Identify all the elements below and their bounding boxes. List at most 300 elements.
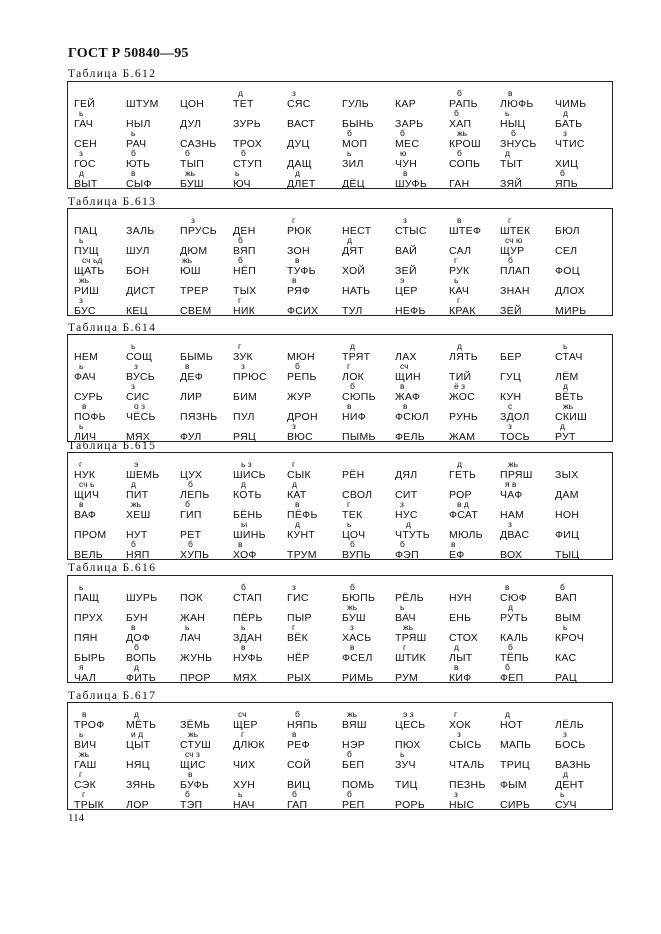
syllable-word: СЕН: [74, 138, 98, 150]
syllable-word: КОТЬ: [233, 489, 262, 501]
table-cell: [180, 790, 236, 814]
table-cell: [555, 296, 611, 320]
syllable-word: РЯФ: [287, 285, 311, 297]
syllable-word: БЫМЬ: [180, 351, 214, 363]
phonetic-mark: д: [454, 642, 459, 652]
phonetic-mark: г: [403, 642, 407, 652]
phonetic-mark: б: [508, 642, 513, 652]
syllable-word: ВАФ: [74, 509, 97, 521]
syllable-word: НЯЦ: [126, 759, 150, 771]
syllable-word: ХОФ: [233, 549, 257, 561]
syllable-word: ВИЦ: [287, 779, 311, 791]
syllable-word: НОН: [555, 509, 580, 521]
phonetic-mark: и д: [131, 729, 144, 739]
phonetic-mark: ь: [79, 421, 84, 431]
syllable-word: СЮФ: [500, 592, 528, 604]
phonetic-mark: г: [238, 341, 242, 351]
syllable-word: ФЕП: [500, 672, 524, 684]
table-cell: [126, 540, 182, 564]
table-label: Таблица Б.612: [68, 68, 157, 80]
phonetic-mark: д: [563, 381, 568, 391]
phonetic-mark: д: [406, 519, 411, 529]
phonetic-mark: в: [79, 499, 84, 509]
document-header: ГОСТ Р 50840—95: [68, 46, 189, 61]
phonetic-mark: в: [241, 642, 246, 652]
syllable-word: ЖУР: [287, 391, 312, 403]
phonetic-mark: д: [134, 709, 139, 719]
phonetic-mark: б: [188, 479, 193, 489]
syllable-word: СЮПЬ: [342, 391, 376, 403]
syllable-word: ХОЙ: [342, 265, 366, 277]
phonetic-mark: г: [79, 459, 83, 469]
table-cell: [500, 296, 556, 320]
syllable-word: ЗДАН: [233, 632, 263, 644]
phonetic-mark: г: [292, 215, 296, 225]
syllable-word: ШИСЬ: [233, 469, 266, 481]
syllable-word: ТРЫК: [74, 799, 105, 811]
syllable-word: ВЯП: [233, 245, 256, 257]
table-row: [68, 169, 612, 193]
syllable-word: КАЛЬ: [500, 632, 529, 644]
syllable-word: БЕР: [500, 351, 522, 363]
syllable-word: ВЁК: [287, 632, 309, 644]
syllable-word: НЫС: [449, 799, 475, 811]
syllable-word: ТЭП: [180, 799, 203, 811]
phonetic-mark: б: [238, 235, 243, 245]
syllable-word: ПОК: [180, 592, 203, 604]
phonetic-mark: в: [188, 769, 193, 779]
phonetic-mark: б: [241, 582, 246, 592]
syllable-word: НЫЛ: [126, 118, 151, 130]
syllable-word: ЧАФ: [500, 489, 523, 501]
table-cell: [500, 663, 556, 687]
syllable-word: РАПЬ: [449, 98, 478, 110]
phonetic-mark: з: [350, 622, 354, 632]
phonetic-mark: в: [400, 381, 405, 391]
syllable-word: ДЁЦ: [342, 178, 365, 190]
phonetic-mark: з: [563, 729, 567, 739]
phonetic-mark: б: [511, 128, 516, 138]
phonetic-mark: в: [403, 168, 408, 178]
phonetic-mark: з: [292, 88, 296, 98]
table-cell: [74, 169, 130, 193]
syllable-word: ВЮС: [287, 431, 313, 443]
syllable-word: ЖАФ: [395, 391, 421, 403]
table-cell: [233, 790, 289, 814]
syllable-word: ТЕК: [342, 509, 363, 521]
table-cell: [180, 422, 236, 446]
syllable-word: ВЯШ: [342, 719, 367, 731]
syllable-word: ФОЦ: [555, 265, 580, 277]
syllable-word: ЛИЧ: [74, 431, 97, 443]
phonetic-mark: жь: [131, 499, 142, 509]
phonetic-mark: д: [134, 662, 139, 672]
syllable-word: СВЕМ: [180, 305, 212, 317]
phonetic-mark: в: [295, 255, 300, 265]
syllable-word: НОТ: [500, 719, 524, 731]
table-cell: [233, 422, 289, 446]
syllable-word: КИФ: [449, 672, 472, 684]
syllable-word: СЭК: [74, 779, 97, 791]
phonetic-mark: г: [238, 295, 242, 305]
syllable-word: ЗДОЛ: [500, 411, 530, 423]
table-cell: [449, 663, 505, 687]
phonetic-mark: д: [238, 88, 243, 98]
table-cell: [233, 169, 289, 193]
syllable-word: НЯП: [126, 549, 150, 561]
table-label: Таблица Б.615: [68, 440, 157, 452]
syllable-word: РОР: [449, 489, 472, 501]
syllable-word: ДАМ: [555, 489, 579, 501]
syllable-word: ФСЮЛ: [395, 411, 429, 423]
phonetic-mark: д: [508, 602, 513, 612]
syllable-word: ТУЛ: [342, 305, 363, 317]
syllable-word: БУШ: [342, 612, 366, 624]
syllable-word: ФИЦ: [555, 529, 580, 541]
syllable-word: МЁТЬ: [126, 719, 157, 731]
phonetic-mark: д: [505, 709, 510, 719]
phonetic-mark: б: [560, 168, 565, 178]
phonetic-mark: б: [508, 255, 513, 265]
syllable-word: ЗЕЙ: [395, 265, 417, 277]
phonetic-mark: г: [508, 215, 512, 225]
syllable-word: ПУЛ: [233, 411, 255, 423]
syllable-word: РИШ: [74, 285, 100, 297]
phonetic-mark: з: [79, 148, 83, 158]
phonetic-mark: ь: [347, 148, 352, 158]
phonetic-mark: сч ь: [79, 479, 95, 489]
syllable-word: ЩИЧ: [74, 489, 100, 501]
phonetic-mark: ю: [400, 148, 407, 158]
syllable-word: ТРЕР: [180, 285, 209, 297]
syllable-word: ХИЦ: [555, 158, 579, 170]
phonetic-mark: б: [295, 361, 300, 371]
phonetic-mark: в: [295, 499, 300, 509]
syllable-word: БЁНЬ: [233, 509, 263, 521]
syllable-word: ГОС: [74, 158, 96, 170]
phonetic-mark: б: [457, 148, 462, 158]
phonetic-mark: б: [131, 148, 136, 158]
phonetic-mark: ь: [563, 622, 568, 632]
syllable-word: ЗУЧ: [395, 759, 416, 771]
phonetic-mark: з: [508, 421, 512, 431]
syllable-word: НЯПЬ: [287, 719, 318, 731]
syllable-word: ФЭП: [395, 549, 419, 561]
word-table: [67, 81, 613, 189]
phonetic-mark: в д: [457, 499, 469, 509]
syllable-word: СОЩ: [126, 351, 153, 363]
phonetic-mark: б: [134, 642, 139, 652]
phonetic-mark: г: [79, 769, 83, 779]
syllable-word: РУК: [449, 265, 470, 277]
phonetic-mark: б: [188, 539, 193, 549]
syllable-word: ЦЕСЬ: [395, 719, 426, 731]
syllable-word: НЁР: [287, 652, 310, 664]
syllable-word: КУНТ: [287, 529, 316, 541]
phonetic-mark: д: [457, 341, 462, 351]
syllable-word: ЮТЬ: [126, 158, 151, 170]
syllable-word: ЖУНЬ: [180, 652, 213, 664]
syllable-word: ПЁРЬ: [233, 612, 263, 624]
syllable-word: ЛЮФЬ: [500, 98, 534, 110]
syllable-word: ТЕТ: [233, 98, 254, 110]
syllable-word: ЧИМЬ: [555, 98, 587, 110]
syllable-word: НУК: [74, 469, 96, 481]
syllable-word: НЕСТ: [342, 225, 372, 237]
syllable-word: СТУП: [233, 158, 263, 170]
phonetic-mark: ь: [400, 602, 405, 612]
phonetic-mark: жь: [508, 459, 519, 469]
syllable-word: ДЕНТ: [555, 779, 585, 791]
syllable-word: СТУШ: [180, 739, 212, 751]
syllable-word: БУН: [126, 612, 148, 624]
phonetic-mark: б: [454, 108, 459, 118]
table-label: Таблица Б.617: [68, 690, 157, 702]
syllable-word: ШУФЬ: [395, 178, 428, 190]
syllable-word: ФУЛ: [180, 431, 202, 443]
syllable-word: ПРЯШ: [500, 469, 533, 481]
syllable-word: МЮЛЬ: [449, 529, 483, 541]
phonetic-mark: в: [82, 401, 87, 411]
syllable-word: СУРЬ: [74, 391, 103, 403]
phonetic-mark: жь: [188, 729, 199, 739]
syllable-word: РЕП: [342, 799, 365, 811]
syllable-word: ПЮХ: [395, 739, 421, 751]
phonetic-mark: б: [505, 662, 510, 672]
syllable-word: БЫРЬ: [74, 652, 106, 664]
syllable-word: ДВАС: [500, 529, 530, 541]
syllable-word: ЗНАН: [500, 285, 530, 297]
table-cell: [500, 790, 556, 814]
syllable-word: ДЛОХ: [555, 285, 585, 297]
table-cell: [126, 663, 182, 687]
syllable-word: ПЫМЬ: [342, 431, 376, 443]
phonetic-mark: б: [350, 582, 355, 592]
syllable-word: ШТИК: [395, 652, 426, 664]
syllable-word: СТАЧ: [555, 351, 583, 363]
syllable-word: ПЕЗНЬ: [449, 779, 486, 791]
syllable-word: ТИЙ: [449, 371, 472, 383]
phonetic-mark: д: [350, 341, 355, 351]
syllable-word: ПИТ: [126, 489, 149, 501]
syllable-word: НЫЦ: [500, 118, 526, 130]
syllable-word: ДЯЛ: [395, 469, 418, 481]
table-cell: [449, 540, 505, 564]
phonetic-mark: сч ьд: [82, 255, 103, 265]
syllable-word: ВОПЬ: [126, 652, 157, 664]
phonetic-mark: в: [347, 401, 352, 411]
syllable-word: КЕЦ: [126, 305, 148, 317]
table-cell: [287, 422, 343, 446]
syllable-word: КАЧ: [449, 285, 470, 297]
syllable-word: ТЫЦ: [555, 549, 580, 561]
table-cell: [555, 540, 611, 564]
phonetic-mark: б: [560, 582, 565, 592]
syllable-word: БЕП: [342, 759, 365, 771]
phonetic-mark: з: [400, 499, 404, 509]
syllable-word: ФАЧ: [74, 371, 96, 383]
syllable-word: КРАК: [449, 305, 476, 317]
syllable-word: ЛАЧ: [180, 632, 201, 644]
table-cell: [342, 169, 398, 193]
phonetic-mark: д: [563, 108, 568, 118]
phonetic-mark: ь: [400, 749, 405, 759]
table-cell: [126, 169, 182, 193]
phonetic-mark: г: [241, 729, 245, 739]
syllable-word: ГУЛЬ: [342, 98, 369, 110]
phonetic-mark: г: [454, 709, 458, 719]
table-cell: [180, 540, 236, 564]
syllable-word: ПУЩ: [74, 245, 99, 257]
phonetic-mark: з: [134, 361, 138, 371]
syllable-word: ДУЛ: [180, 118, 202, 130]
phonetic-mark: ы: [241, 519, 248, 529]
phonetic-mark: жь: [79, 749, 90, 759]
syllable-word: ФСАТ: [449, 509, 479, 521]
phonetic-mark: в: [131, 168, 136, 178]
phonetic-mark: ь: [79, 361, 84, 371]
phonetic-mark: ь: [563, 341, 568, 351]
table-cell: [126, 790, 182, 814]
phonetic-mark: в: [505, 582, 510, 592]
syllable-word: МЯХ: [233, 672, 258, 684]
phonetic-mark: в: [292, 729, 297, 739]
phonetic-mark: жь: [457, 128, 468, 138]
syllable-word: РУТ: [555, 431, 576, 443]
phonetic-mark: ь: [347, 519, 352, 529]
syllable-word: ПРЮС: [233, 371, 267, 383]
syllable-word: ПАЩ: [74, 592, 100, 604]
syllable-word: МИРЬ: [555, 305, 587, 317]
phonetic-mark: ь: [235, 168, 240, 178]
phonetic-mark: в: [131, 622, 136, 632]
syllable-word: ЛЕПЬ: [180, 489, 210, 501]
syllable-word: ЮЧ: [233, 178, 251, 190]
table-cell: [342, 540, 398, 564]
phonetic-mark: ё з: [454, 381, 465, 391]
phonetic-mark: г: [457, 295, 461, 305]
syllable-word: ДЕФ: [180, 371, 203, 383]
phonetic-mark: з: [403, 215, 407, 225]
phonetic-mark: э: [400, 275, 405, 285]
phonetic-mark: ь: [454, 275, 459, 285]
syllable-word: ДЛЮК: [233, 739, 265, 751]
table-row: [68, 296, 612, 320]
syllable-word: ФСЕЛ: [342, 652, 373, 664]
phonetic-mark: в: [508, 88, 513, 98]
syllable-word: ЮШ: [180, 265, 201, 277]
syllable-word: ДЮМ: [180, 245, 208, 257]
syllable-word: СИТ: [395, 489, 418, 501]
syllable-word: ВОХ: [500, 549, 523, 561]
phonetic-mark: б: [241, 148, 246, 158]
syllable-word: ЧТИС: [555, 138, 585, 150]
syllable-word: ФИТЬ: [126, 672, 157, 684]
syllable-word: ЦОЧ: [342, 529, 366, 541]
phonetic-mark: жь: [347, 602, 358, 612]
phonetic-mark: о з: [134, 401, 145, 411]
syllable-word: ЗИЛ: [342, 158, 364, 170]
syllable-word: МОП: [342, 138, 368, 150]
syllable-word: БИМ: [233, 391, 258, 403]
table-cell: [74, 663, 130, 687]
table-cell: [449, 422, 505, 446]
phonetic-mark: б: [350, 381, 355, 391]
syllable-word: ВУСЬ: [126, 371, 155, 383]
phonetic-mark: жь: [182, 255, 193, 265]
syllable-word: ПЁФЬ: [287, 509, 318, 521]
phonetic-mark: ь: [79, 108, 84, 118]
syllable-word: ЗАЛЬ: [126, 225, 155, 237]
phonetic-mark: д: [505, 148, 510, 158]
table-cell: [500, 422, 556, 446]
table-cell: [449, 790, 505, 814]
phonetic-mark: д: [563, 769, 568, 779]
phonetic-mark: б: [185, 499, 190, 509]
syllable-word: ЖОС: [449, 391, 476, 403]
table-cell: [287, 169, 343, 193]
syllable-word: РУМ: [395, 672, 419, 684]
syllable-word: ЖАМ: [449, 431, 476, 443]
syllable-word: РУТЬ: [500, 612, 528, 624]
phonetic-mark: д: [292, 479, 297, 489]
syllable-word: КАТ: [287, 489, 307, 501]
syllable-word: БОСЬ: [555, 739, 586, 751]
phonetic-mark: сч з: [185, 749, 200, 759]
syllable-word: СУЧ: [555, 799, 577, 811]
syllable-word: БУС: [74, 305, 96, 317]
phonetic-mark: ь: [79, 235, 84, 245]
table-cell: [555, 169, 611, 193]
table-cell: [287, 540, 343, 564]
phonetic-mark: з: [241, 361, 245, 371]
syllable-word: ХАСЬ: [342, 632, 372, 644]
syllable-word: КАС: [555, 652, 577, 664]
phonetic-mark: г: [454, 255, 458, 265]
syllable-word: СТОХ: [449, 632, 479, 644]
syllable-word: ВАЗНЬ: [555, 759, 591, 771]
syllable-word: ЧИХ: [233, 759, 256, 771]
syllable-word: ЗЯНЬ: [126, 779, 156, 791]
syllable-word: СЕЛ: [555, 245, 578, 257]
syllable-word: ЗЯЙ: [500, 178, 523, 190]
phonetic-mark: д: [131, 479, 136, 489]
syllable-word: ДРОН: [287, 411, 318, 423]
syllable-word: ШУРЬ: [126, 592, 158, 604]
syllable-word: БЮЛ: [555, 225, 580, 237]
phonetic-mark: в: [457, 215, 462, 225]
table-cell: [287, 790, 343, 814]
phonetic-mark: з: [454, 789, 458, 799]
syllable-word: ХОК: [449, 719, 471, 731]
phonetic-mark: б: [400, 539, 405, 549]
syllable-word: БУШ: [180, 178, 204, 190]
syllable-word: ДАЩ: [287, 158, 312, 170]
syllable-word: НЕМ: [74, 351, 99, 363]
syllable-word: ЗУРЬ: [233, 118, 261, 130]
syllable-word: ЦЕР: [395, 285, 418, 297]
phonetic-mark: д: [295, 168, 300, 178]
syllable-word: ЗОН: [287, 245, 310, 257]
table-cell: [180, 663, 236, 687]
syllable-word: ГАШ: [74, 759, 97, 771]
table-cell: [287, 296, 343, 320]
phonetic-mark: ь: [79, 582, 84, 592]
syllable-word: ЩИН: [395, 371, 421, 383]
phonetic-mark: г: [347, 499, 351, 509]
table-cell: [342, 422, 398, 446]
phonetic-mark: жь: [185, 168, 196, 178]
